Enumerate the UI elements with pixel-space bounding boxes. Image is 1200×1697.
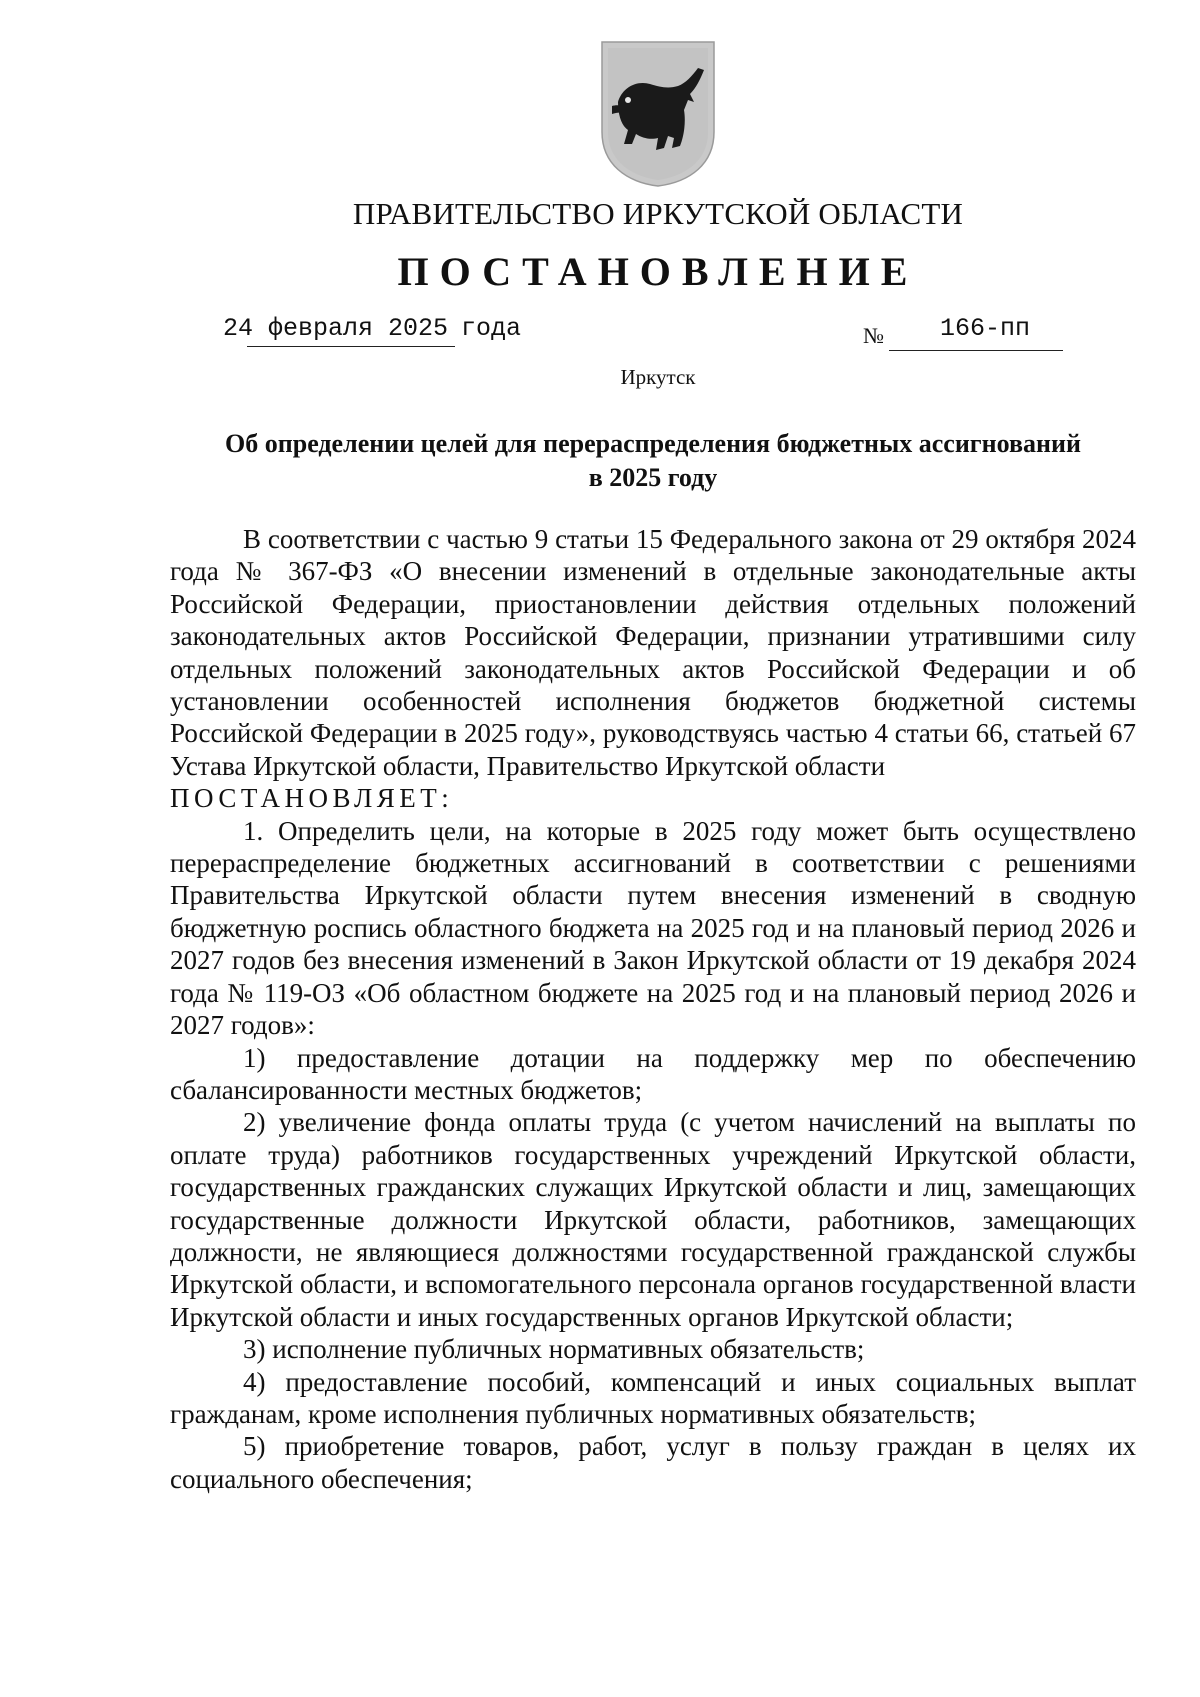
number-underline <box>889 350 1063 351</box>
preamble-paragraph: В соответствии с частью 9 статьи 15 Федерального закона от 29 октября 2024 года № 367-ФЗ «О внесении изменений в отдельные законодательные акты Российской Федерации, приостановлении действия отдельных положений законодательных актов Российской Федерации, признании утратившими силу отдельных положений законодательных актов Российской Федерации и об установлении особенностей исполнения бюджетов бюджетной системы Российской Федерации в 2025 году», руководствуясь частью 4 статьи 66, статьей 67 Устава Иркутской области, Правительство Иркутской области <box>170 524 1136 781</box>
document-number: 166-пп <box>940 314 1031 343</box>
subitem-2: 2) увеличение фонда оплаты труда (с учетом начислений на выплаты по оплате труда) работников государственных учреждений Иркутской области, государственных гражданских служащих Иркутской области и лиц, замещающих государственные должности Иркутской области, работников, замещающих должности, не являющиеся должностями государственной гражданской службы Иркутской области, и вспомогательного персонала органов государственной власти Иркутской области и иных государственных органов Иркутской области; <box>170 1107 1136 1332</box>
city-name: Иркутск <box>620 365 696 389</box>
subitem-1: 1) предоставление дотации на поддержку мер по обеспечению сбалансированности местных бюджетов; <box>170 1042 1136 1105</box>
document-body <box>170 523 1136 1495</box>
authority-name: ПРАВИТЕЛЬСТВО ИРКУТСКОЙ ОБЛАСТИ <box>352 196 964 231</box>
subitem-4: 4) предоставление пособий, компенсаций и иных социальных выплат гражданам, кроме исполнения публичных нормативных обязательств; <box>170 1366 1136 1429</box>
resolves-word: ПОСТАНОВЛЯЕТ: <box>170 783 454 814</box>
irkutsk-coat-of-arms-babr-icon <box>598 40 718 188</box>
title-line-2: в 2025 году <box>588 463 718 492</box>
date-underline <box>247 346 455 347</box>
document-date: 24 февраля 2025 <box>223 314 449 343</box>
title-line-1: Об определении целей для перераспределения бюджетных ассигнований <box>225 429 1081 458</box>
subitem-3: 3) исполнение публичных нормативных обязательств; <box>243 1334 865 1365</box>
date-suffix: года <box>461 314 522 343</box>
item-1-paragraph: 1. Определить цели, на которые в 2025 году может быть осуществлено перераспределение бюджетных ассигнований в соответствии с решениями Правительства Иркутской области путем внесения изменений в сводную бюджетную роспись областного бюджета на 2025 год и на плановый период 2026 и 2027 годов без внесения изменений в Закон Иркутской области от 19 декабря 2024 года № 119-ОЗ «Об областном бюджете на 2025 год и на плановый период 2026 и 2027 годов»: <box>170 815 1136 1041</box>
subitem-5: 5) приобретение товаров, работ, услуг в пользу граждан в целях их социального обеспечения; <box>170 1431 1136 1494</box>
number-sign: № <box>863 323 884 348</box>
document-type-heading: ПОСТАНОВЛЕНИЕ <box>397 249 919 294</box>
document-title <box>170 427 1136 495</box>
